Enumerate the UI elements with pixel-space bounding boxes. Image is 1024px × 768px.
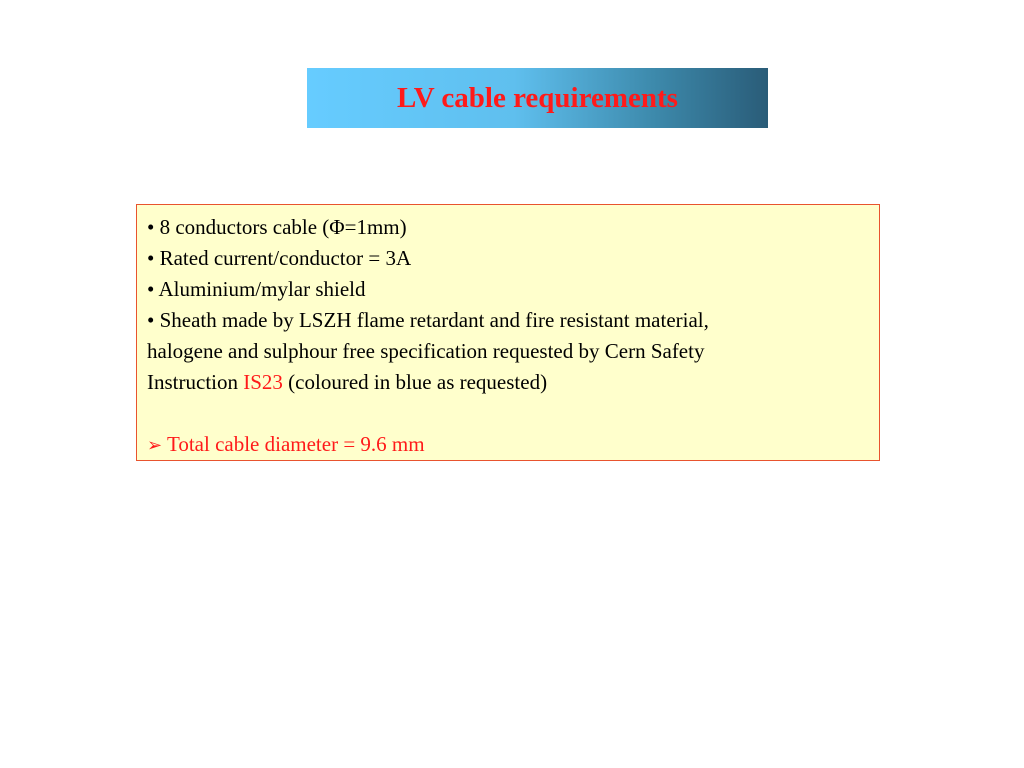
requirements-box [136,204,880,461]
arrow-bullet-icon: ➢ [147,435,163,455]
is23-highlight: IS23 [243,370,283,394]
bullet-rated-current: • Rated current/conductor = 3A [147,246,412,270]
sheath-line-2: halogene and sulphour free specification requested by Cern Safety [147,339,705,363]
conclusion-text: Total cable diameter = 9.6 mm [166,432,425,456]
sheath-line-3 [147,367,869,398]
conclusion-line [147,429,869,461]
spacer [147,398,869,429]
slide-title: LV cable requirements [397,81,678,114]
bullet-shield: • Aluminium/mylar shield [147,277,366,301]
title-banner [307,68,768,128]
bullet-conductors: • 8 conductors cable (Φ=1mm) [147,215,407,239]
sheath-line-1: • Sheath made by LSZH flame retardant and fire resistant material, [147,308,709,332]
sheath-line-3-prefix: Instruction [147,370,244,394]
bullet-sheath [147,305,869,398]
sheath-line-3-suffix: (coloured in blue as requested) [282,370,548,394]
